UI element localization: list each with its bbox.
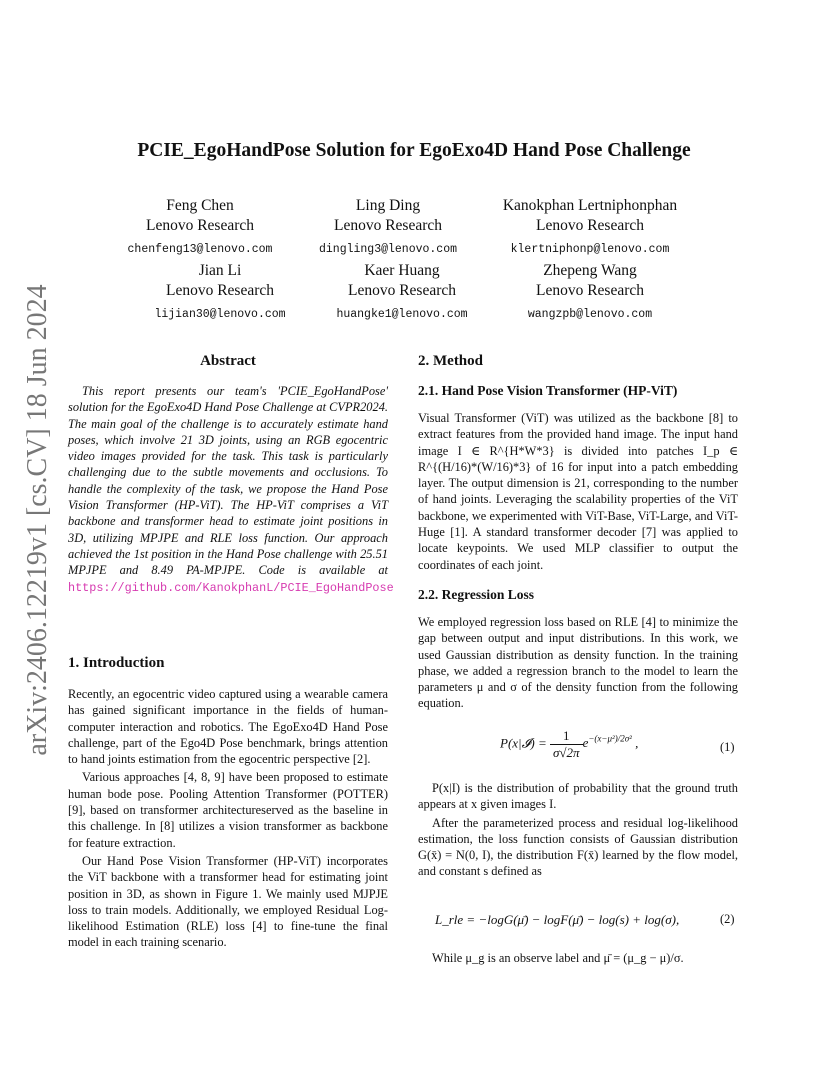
author-email[interactable]: chenfeng13@lenovo.com: [127, 243, 273, 256]
author-email[interactable]: lijian30@lenovo.com: [154, 308, 286, 321]
abstract-body: This report presents our team's 'PCIE_EgoHandPose' solution for the EgoExo4D Hand Pose Challenge at CVPR2024. The main goal of the challenge is to accurately estimate hand poses, which involve 21 3D joints, using an RGB egocentric video images provided for the task. This task is particularly challenging due to the subtle movements and occlusions. To handle the complexity of the task, we propose the Hand Pose Vision Transformer (HP-ViT). The HP-ViT comprises a ViT backbone and transformer head to estimate joint positions in 3D, utilizing MPJPE and RLE loss function. Our approach achieved the 1st position in the Hand Pose challenge with 25.51 MPJPE and 8.49 PA-MPJPE. Code is available at: [68, 384, 388, 578]
author-affiliation: Lenovo Research: [165, 282, 275, 299]
author-affiliation: Lenovo Research: [145, 217, 255, 234]
equation-1-number: (1): [720, 740, 735, 754]
author-name: Zhepeng Wang: [543, 262, 637, 279]
author-name: Jian Li: [198, 262, 242, 279]
code-link[interactable]: https://github.com/KanokphanL/PCIE_EgoHandPose: [68, 580, 394, 595]
final-line: While μ_g is an observe label and μ̄ = (μ_g − μ)/σ.: [432, 951, 684, 965]
author-affiliation: Lenovo Research: [535, 217, 645, 234]
author-block: [308, 196, 468, 260]
subsection-heading: 2.1. Hand Pose Vision Transformer (HP-ViT): [418, 383, 678, 398]
author-name: Feng Chen: [166, 197, 234, 214]
intro-paragraph: Recently, an egocentric video captured using a wearable camera has gained significant importance in the fields of human-computer interaction and robotics. The EgoExo4D Hand Pose challenge, part of the Ego4D Pose benchmark, brings attention to hand joints estimation from the egocentric perspective [2].: [68, 687, 388, 767]
author-name: Ling Ding: [355, 197, 421, 214]
intro-text: [68, 686, 388, 951]
intro-paragraph: Our Hand Pose Vision Transformer (HP-ViT) incorporates the ViT backbone with a transformer head for estimating joint position in 3D, as shown in Figure 1. We mainly used MJPJE loss to train models. Additionally, we employed Residual Log-likelihood Estimation (RLE) loss [4] to fine-tune the final model in each training scenario.: [68, 853, 388, 950]
author-affiliation: Lenovo Research: [347, 282, 457, 299]
intro-heading: 1. Introduction: [68, 655, 165, 671]
distribution-paragraph: P(x|I) is the distribution of probability that the ground truth appears at x given images I.: [418, 781, 738, 812]
equation-1: P(x|𝓘) = $\frac{1}{\sigma√2\pi}$ $e^{-(x-\mu^2)/2\sigma^2}$ ,: [500, 728, 639, 760]
paper-title: PCIE_EgoHandPose Solution for EgoExo4D Hand Pose Challenge: [137, 140, 691, 161]
author-email[interactable]: dingling3@lenovo.com: [318, 243, 458, 256]
equation-2: L_rle = −logG(μ̄) − logF(μ̄) − log(s) + log(σ),: [435, 912, 680, 927]
regression-text: [418, 614, 738, 712]
regression-paragraph: We employed regression loss based on RLE [4] to minimize the gap between output and input distributions. In this work, we used Gaussian distribution as density function. In the training phase, we added a regression branch to the model to learn the parameters μ and σ of the density function from the following equation.: [418, 615, 738, 711]
author-name: Kanokphan Lertniphonphan: [502, 197, 678, 214]
author-affiliation: Lenovo Research: [535, 282, 645, 299]
arxiv-stamp: arXiv:2406.12219v1 [cs.CV] 18 Jun 2024: [22, 284, 53, 756]
intro-paragraph: Various approaches [4, 8, 9] have been proposed to estimate human bode pose. Pooling Attention Transformer (POTTER) [9], based on transformer architectureserved as the baseline in this challenge. In [8] utilizes a vision transformer as backbone for feature extraction.: [68, 770, 388, 850]
subsection-heading: 2.2. Regression Loss: [418, 587, 535, 602]
author-email[interactable]: wangzpb@lenovo.com: [527, 308, 653, 321]
method-heading: 2. Method: [418, 353, 483, 369]
abstract-heading: Abstract: [200, 353, 256, 369]
loss-paragraph: After the parameterized process and residual log-likelihood estimation, the loss function consists of Gaussian distribution G(x̄) = N(0, I), the distribution F(x̄) learned by the flow model, and constant s defined as: [418, 815, 738, 879]
hpvit-paragraph: Visual Transformer (ViT) was utilized as the backbone [8] to extract features from the provided hand image. The input hand image I ∈ R^{H*W*3} is divided into patches I_p ∈ R^{(H/16)*(W/16)*3} of 16 for input into a patch embedding layer. The output dimension is 21, corresponding to the number of hand joints. Leveraging the scalability properties of the ViT backbone, we experimented with ViT-Base, ViT-Large, and ViT-Huge [1]. A standard transformer decoder [7] was applied to locate keypoints. We used MLP classifier to output the coordinates of each joint.: [418, 411, 738, 572]
distribution-text: [418, 780, 738, 880]
abstract-text: [68, 383, 394, 596]
author-block: [490, 196, 690, 260]
author-block: [322, 261, 482, 325]
author-email[interactable]: huangke1@lenovo.com: [336, 308, 468, 321]
author-affiliation: Lenovo Research: [333, 217, 443, 234]
author-email[interactable]: klertniphonp@lenovo.com: [510, 243, 670, 256]
hpvit-text: [418, 410, 738, 573]
author-block: [120, 196, 280, 260]
author-block: [505, 261, 675, 325]
author-name: Kaer Huang: [364, 262, 440, 279]
author-block: [140, 261, 300, 325]
equation-2-number: (2): [720, 912, 735, 926]
